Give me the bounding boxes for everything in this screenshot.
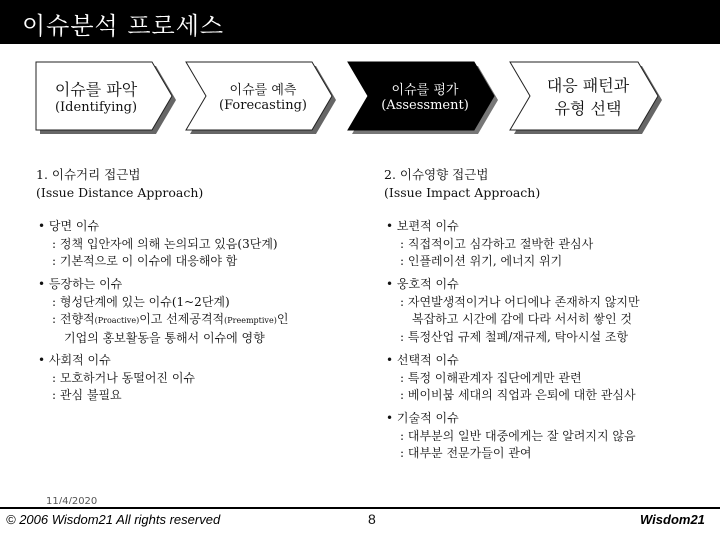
list-item-line: : 직접적이고 심각하고 절박한 관심사 — [400, 236, 594, 251]
list-item-line: : 형성단계에 있는 이슈(1~2단계) — [52, 294, 230, 309]
right-heading: 2. 이슈영향 접근법 (Issue Impact Approach) — [384, 167, 541, 200]
step-label-line1: 이슈를 파악 — [54, 80, 138, 99]
left-item-emerging — [38, 276, 288, 347]
step-assessment — [348, 62, 498, 134]
title-bar — [0, 0, 720, 44]
list-item-line: 기업의 홍보활동을 통해서 이슈에 영향 — [64, 330, 265, 345]
list-item-line: : 대부분의 일반 대중에게는 잘 알려지지 않음 — [400, 428, 636, 443]
list-item-line: : 기본적으로 이 이슈에 대응해야 함 — [52, 254, 238, 268]
step-label-line2: 유형 선택 — [554, 99, 622, 118]
list-item-head: • 기술적 이슈 — [386, 411, 459, 425]
left-item-social — [38, 352, 195, 405]
step-label-line2: (Identifying) — [54, 100, 138, 115]
right-item-selective — [386, 352, 636, 405]
footer-copyright: © 2006 Wisdom21 All rights reserved — [6, 512, 221, 527]
list-item-head: • 보편적 이슈 — [386, 219, 459, 233]
page-title: 이슈분석 프로세스 — [22, 12, 225, 40]
list-item-line: : 모호하거나 동떨어진 이슈 — [52, 370, 195, 385]
step-label-line2: (Assessment) — [381, 98, 469, 113]
list-item-line: : 특정산업 규제 철폐/재규제, 탁아시설 조항 — [400, 329, 629, 344]
footer-date: 11/4/2020 — [46, 496, 98, 504]
left-item-current — [38, 218, 278, 271]
step-response-pattern — [510, 62, 662, 134]
footer-divider — [0, 507, 720, 509]
right-item-universal — [386, 218, 593, 271]
left-heading: 1. 이슈거리 접근법 (Issue Distance Approach) — [36, 167, 204, 200]
list-item-line: : 관심 불필요 — [52, 388, 122, 402]
list-item-line: : 특정 이해관계자 집단에게만 관련 — [400, 370, 582, 385]
page-number: 8 — [368, 511, 376, 527]
list-item-line: : 베이비붐 세대의 직업과 은퇴에 대한 관심사 — [400, 388, 636, 402]
step-label-line1: 대응 패턴과 — [546, 76, 630, 95]
list-item-line: : 정책 입안자에 의해 논의되고 있음(3단계) — [52, 236, 278, 251]
list-item-line: 복잡하고 시간에 감에 다라 서서히 쌓인 것 — [412, 312, 632, 326]
right-item-technical — [386, 410, 636, 463]
list-item-line: : 대부분 전문가들이 관여 — [400, 446, 532, 460]
list-item-line: : 자연발생적이거나 어디에나 존재하지 않지만 — [400, 294, 640, 309]
list-item-head: • 웅호적 이슈 — [386, 277, 459, 291]
list-item-line: : 인플레이션 위기, 에너지 위기 — [400, 254, 563, 268]
step-label-line1: 이슈를 예측 — [229, 83, 297, 98]
list-item-line: : 전향적(Proactive)이고 선제공격적(Preemptive)인 — [52, 312, 289, 326]
step-forecasting — [186, 62, 336, 134]
list-item-head: • 선택적 이슈 — [386, 353, 459, 367]
right-item-advocacy — [386, 276, 640, 346]
step-label-line2: (Forecasting) — [219, 98, 307, 113]
list-item-head: • 사회적 이슈 — [38, 353, 111, 367]
list-item-head: • 등장하는 이슈 — [38, 277, 123, 291]
list-item-head: • 당면 이슈 — [38, 219, 100, 233]
footer-brand: Wisdom21 — [640, 512, 705, 527]
step-label-line1: 이슈를 평가 — [391, 83, 459, 98]
step-identifying — [36, 62, 176, 134]
